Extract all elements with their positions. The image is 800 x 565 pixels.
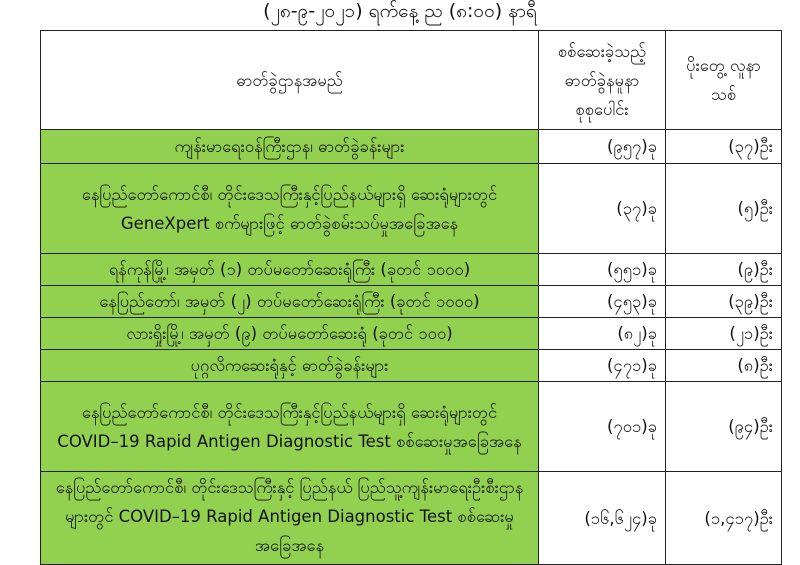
lab-results-table: [40, 30, 782, 565]
positive-count: (၉၄)ဦး: [666, 382, 782, 472]
table-row: [41, 350, 782, 382]
positive-count: (၁,၄၁၇)ဦး: [666, 472, 782, 565]
table-row: [41, 286, 782, 318]
tested-count: (၅၅၁)ခု: [539, 254, 666, 286]
facility-name: နေပြည်တော်၊ အမှတ် (၂) တပ်မတော်ဆေးရုံကြီး (ခုတင် ၁၀၀၀): [41, 286, 539, 318]
positive-count: (၉)ဦး: [666, 254, 782, 286]
report-date-title: (၂၈-၉-၂၀၂၁) ရက်နေ့ ည (၈:၀၀) နာရီ: [263, 0, 537, 22]
tested-count: (၄၇၁)ခု: [539, 350, 666, 382]
facility-name: နေပြည်တော်ကောင်စီ၊ တိုင်းဒေသကြီးနှင့် ပြည်နယ် ပြည်သူ့ကျန်းမာရေးဦးစီးဌာနများတွင် COVID–19 Rapid Antigen Diagnostic Test စစ်ဆေးမှုအခြေအနေ: [41, 472, 539, 565]
facility-name: ရန်ကုန်မြို့၊ အမှတ် (၁) တပ်မတော်ဆေးရုံကြီး (ခုတင် ၁၀၀၀): [41, 254, 539, 286]
table-row: [41, 254, 782, 286]
positive-count: (၂၁)ဦး: [666, 318, 782, 350]
table-row: [41, 130, 782, 164]
tested-count: (၈၂)ခု: [539, 318, 666, 350]
tested-count: (၃၇)ခု: [539, 164, 666, 254]
positive-count: (၃၇)ဦး: [666, 130, 782, 164]
facility-name: ပုဂ္ဂလိကဆေးရုံနှင့် ဓာတ်ခွဲခန်းများ: [41, 350, 539, 382]
facility-name: ကျန်းမာရေးဝန်ကြီးဌာန၊ ဓာတ်ခွဲခန်းများ: [41, 130, 539, 164]
header-facility: ဓာတ်ခွဲဌာနအမည်: [41, 31, 539, 130]
positive-count: (၅)ဦး: [666, 164, 782, 254]
tested-count: (၁၆,၆၂၄)ခု: [539, 472, 666, 565]
header-positive: ပိုးတွေ့ လူနာသစ်: [666, 31, 782, 130]
table-header-row: [41, 31, 782, 130]
facility-name: လားရှိုးမြို့၊ အမှတ် (၉) တပ်မတော်ဆေးရုံ (ခုတင် ၁၀၀): [41, 318, 539, 350]
positive-count: (၈)ဦး: [666, 350, 782, 382]
facility-name: နေပြည်တော်ကောင်စီ၊ တိုင်းဒေသကြီးနှင့်ပြည်နယ်များရှိ ဆေးရုံများတွင် COVID–19 Rapid Antigen Diagnostic Test စစ်ဆေးမှုအခြေအနေ: [41, 382, 539, 472]
tested-count: (၉၅၇)ခု: [539, 130, 666, 164]
tested-count: (၄၅၃)ခု: [539, 286, 666, 318]
table-row: [41, 164, 782, 254]
table-row: [41, 318, 782, 350]
table-row: [41, 382, 782, 472]
header-tested: စစ်ဆေးခဲ့သည့် ဓာတ်ခွဲနမူနာ စုစုပေါင်း: [539, 31, 666, 130]
table-row: [41, 472, 782, 565]
facility-name: နေပြည်တော်ကောင်စီ၊ တိုင်းဒေသကြီးနှင့်ပြည်နယ်များရှိ ဆေးရုံများတွင် GeneXpert စက်များဖြင့် ဓာတ်ခွဲစမ်းသပ်မှုအခြေအနေ: [41, 164, 539, 254]
tested-count: (၇၀၁)ခု: [539, 382, 666, 472]
positive-count: (၃၉)ဦး: [666, 286, 782, 318]
